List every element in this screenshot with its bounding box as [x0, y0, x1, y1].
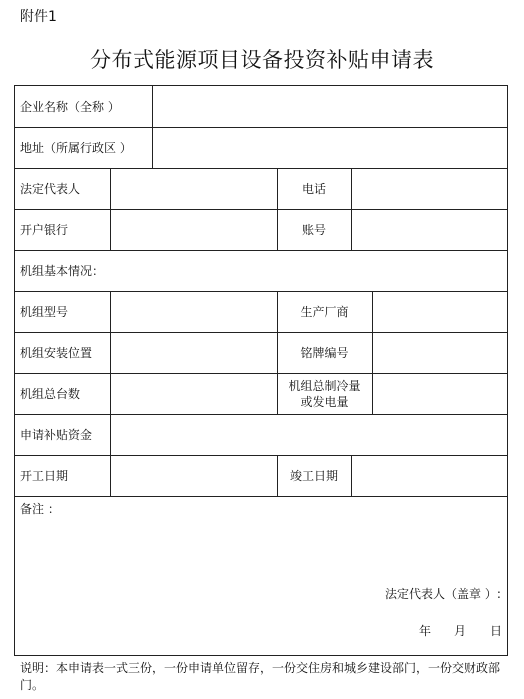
bank-label: 开户银行	[20, 222, 69, 237]
unit-count-label: 机组总台数	[20, 386, 81, 401]
signature-label: 法定代表人（盖章 ）:	[385, 587, 501, 601]
company-name-label: 企业名称（全称 ）	[20, 99, 120, 114]
location-label: 机组安装位置	[20, 345, 93, 360]
form-title: 分布式能源项目设备投资补贴申请表	[90, 48, 434, 72]
start-date-label: 开工日期	[20, 468, 69, 483]
company-name-field[interactable]	[153, 86, 507, 127]
nameplate-field[interactable]	[373, 332, 507, 373]
date-month-label: 月	[454, 624, 467, 638]
address-label: 地址（所属行政区 ）	[20, 140, 132, 155]
account-label: 账号	[301, 222, 326, 237]
instructions-note	[20, 660, 512, 694]
end-date-field[interactable]	[352, 455, 507, 496]
remarks-label: 备注 ：	[20, 502, 60, 516]
subsidy-label: 申请补贴资金	[20, 427, 93, 442]
capacity-label-line2: 或发电量	[300, 394, 349, 409]
end-date-label: 竣工日期	[289, 468, 338, 483]
phone-label: 电话	[301, 181, 326, 196]
unit-info-label: 机组基本情况：	[20, 263, 105, 278]
row-divider	[15, 496, 507, 497]
manufacturer-field[interactable]	[373, 291, 507, 332]
legal-rep-field[interactable]	[111, 168, 277, 209]
nameplate-label: 铭牌编号	[300, 345, 349, 360]
model-field[interactable]	[111, 291, 277, 332]
capacity-label-line1: 机组总制冷量	[288, 378, 361, 393]
date-year-label: 年	[419, 624, 432, 638]
location-field[interactable]	[111, 332, 277, 373]
attachment-label: 附件1	[20, 9, 57, 25]
model-label: 机组型号	[20, 304, 69, 319]
application-form-table	[14, 85, 508, 656]
subsidy-field[interactable]	[111, 414, 507, 455]
address-field[interactable]	[153, 127, 507, 168]
manufacturer-label: 生产厂商	[300, 304, 349, 319]
date-day-label: 日	[490, 624, 503, 638]
unit-count-field[interactable]	[111, 373, 277, 414]
instructions-line1: 说明：本申请表一式三份，一份申请单位留存，一份交住房和城乡建设部门，一份交财政部	[20, 661, 501, 675]
instructions-line2: 门。	[20, 678, 45, 692]
capacity-field[interactable]	[373, 373, 507, 414]
capacity-label	[277, 373, 372, 414]
bank-field[interactable]	[111, 209, 277, 250]
account-field[interactable]	[352, 209, 507, 250]
phone-field[interactable]	[352, 168, 507, 209]
start-date-field[interactable]	[111, 455, 277, 496]
legal-rep-label: 法定代表人	[20, 181, 81, 196]
